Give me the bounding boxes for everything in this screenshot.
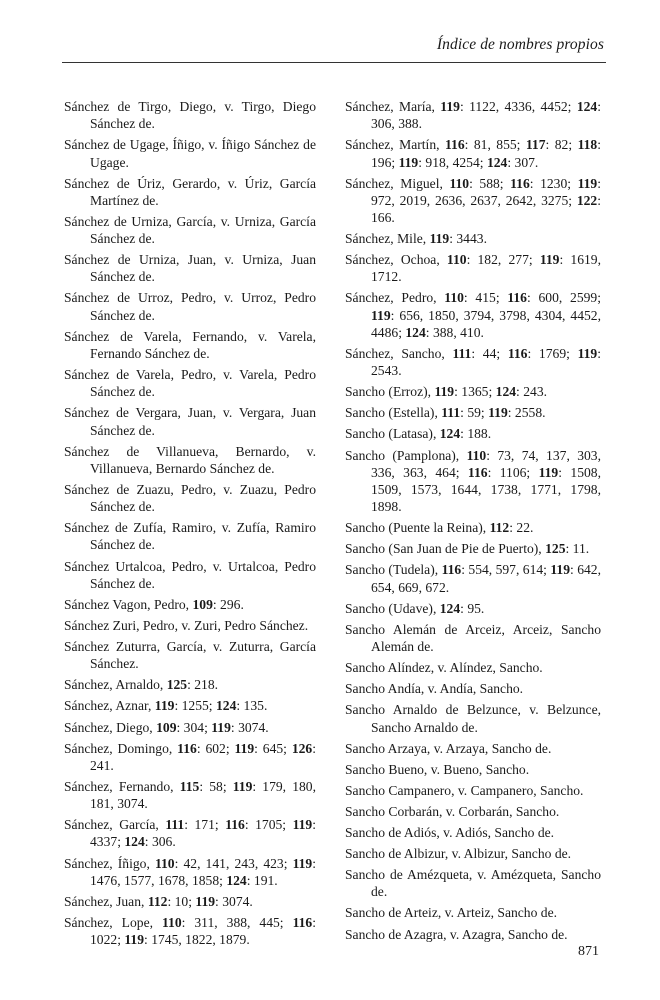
volume-number: 110: [446, 252, 467, 268]
index-entry: Sánchez de Villanueva, Bernardo, v. Villanueva, Bernardo Sánchez de.: [64, 443, 316, 476]
index-entry: Sancho Bueno, v. Bueno, Sancho.: [345, 761, 530, 777]
volume-number: 116: [292, 914, 313, 930]
index-entry: Sánchez, Lope, 110: 311, 388, 445; 116: 1022; 119: 1745, 1822, 1879.: [64, 914, 316, 948]
volume-number: 124: [215, 698, 237, 714]
volume-number: 110: [161, 914, 182, 930]
index-entry: Sánchez Urtalcoa, Pedro, v. Urtalcoa, Pedro Sánchez de.: [64, 558, 316, 591]
volume-number: 124: [439, 600, 461, 616]
volume-number: 117: [525, 137, 546, 153]
index-entry: Sancho Corbarán, v. Corbarán, Sancho.: [345, 803, 560, 819]
volume-number: 126: [291, 740, 313, 756]
volume-number: 109: [192, 596, 213, 612]
volume-number: 119: [434, 384, 455, 400]
volume-number: 116: [441, 562, 462, 578]
index-entry: Sánchez, Ochoa, 110: 182, 277; 119: 1619, 1712.: [345, 252, 601, 285]
volume-number: 112: [147, 893, 168, 909]
index-entry: Sancho Arnaldo de Belzunce, v. Belzunce, Sancho Arnaldo de.: [345, 702, 601, 735]
index-column-left: [64, 98, 316, 952]
volume-number: 119: [398, 154, 419, 170]
volume-number: 111: [452, 345, 472, 361]
index-entry: Sánchez, Íñigo, 110: 42, 141, 243, 423; 119: 1476, 1577, 1678, 1858; 124: 191.: [64, 855, 316, 888]
index-entry: Sánchez de Varela, Fernando, v. Varela, Fernando Sánchez de.: [64, 328, 316, 361]
volume-number: 111: [441, 405, 461, 421]
volume-number: 115: [179, 778, 200, 794]
index-entry: Sánchez de Urniza, García, v. Urniza, García Sánchez de.: [64, 213, 316, 247]
volume-number: 119: [577, 345, 598, 361]
volume-number: 110: [444, 290, 464, 306]
index-entry: Sánchez Zuturra, García, v. Zuturra, García Sánchez.: [64, 639, 316, 672]
volume-number: 125: [166, 677, 188, 693]
volume-number: 119: [488, 405, 508, 421]
volume-number: 124: [495, 384, 517, 400]
volume-number: 116: [225, 817, 245, 833]
index-entry: Sánchez, Mile, 119: 3443.: [345, 231, 487, 247]
volume-number: 119: [538, 464, 559, 480]
index-entry: Sánchez, Domingo, 116: 602; 119: 645; 126: 241.: [64, 740, 316, 773]
index-entry: Sancho (Estella), 111: 59; 119: 2558.: [345, 405, 546, 421]
index-entry: Sánchez Zuri, Pedro, v. Zuri, Pedro Sánchez.: [64, 617, 309, 633]
volume-number: 119: [429, 231, 450, 247]
volume-number: 119: [550, 562, 571, 578]
volume-number: 124: [486, 154, 508, 170]
index-entry: Sánchez de Úriz, Gerardo, v. Úriz, García Martínez de.: [64, 175, 316, 208]
volume-number: 111: [165, 817, 185, 833]
index-entry: Sánchez de Urniza, Juan, v. Urniza, Juan Sánchez de.: [64, 252, 316, 285]
index-entry: Sánchez, Fernando, 115: 58; 119: 179, 180, 181, 3074.: [64, 778, 316, 812]
index-entry: Sancho de Adiós, v. Adiós, Sancho de.: [345, 825, 555, 840]
volume-number: 112: [489, 520, 510, 536]
volume-number: 116: [507, 290, 527, 306]
volume-number: 116: [177, 740, 197, 756]
volume-number: 119: [124, 932, 145, 948]
index-entry: Sancho de Albizur, v. Albizur, Sancho de.: [345, 846, 572, 862]
index-entry: Sánchez, Juan, 112: 10; 119: 3074.: [64, 893, 253, 909]
index-entry: Sánchez Vagon, Pedro, 109: 296.: [64, 596, 244, 612]
header-rule: [62, 62, 606, 63]
index-entry: Sánchez, Sancho, 111: 44; 116: 1769; 119: 2543.: [345, 345, 601, 379]
volume-number: 124: [439, 426, 461, 442]
volume-number: 110: [449, 175, 470, 191]
index-entry: Sánchez, Diego, 109: 304; 119: 3074.: [64, 719, 269, 735]
index-entry: Sánchez de Vergara, Juan, v. Vergara, Juan Sánchez de.: [64, 405, 316, 438]
index-entry: Sancho (Pamplona), 110: 73, 74, 137, 303, 336, 363, 464; 116: 1106; 119: 1508, 1509, 1573, 1644, 1738, 1771, 1798, 1898.: [345, 447, 601, 515]
index-entry: Sánchez, Miguel, 110: 588; 116: 1230; 119: 972, 2019, 2636, 2637, 2642, 3275; 122: 166.: [345, 175, 601, 225]
volume-number: 119: [371, 307, 391, 323]
volume-number: 119: [292, 817, 313, 833]
volume-number: 119: [234, 740, 255, 756]
index-entry: Sancho de Amézqueta, v. Amézqueta, Sancho de.: [345, 867, 601, 900]
index-column-right: [345, 98, 601, 947]
volume-number: 110: [466, 447, 487, 463]
index-entry: Sancho de Azagra, v. Azagra, Sancho de.: [345, 926, 568, 942]
volume-number: 119: [440, 99, 460, 114]
index-entry: Sancho Arzaya, v. Arzaya, Sancho de.: [345, 740, 552, 756]
volume-number: 119: [211, 719, 231, 735]
index-entry: Sánchez de Zufía, Ramiro, v. Zufía, Ramiro Sánchez de.: [64, 520, 316, 553]
volume-number: 119: [577, 175, 598, 191]
index-entry: Sánchez, María, 119: 1122, 4336, 4452; 124: 306, 388.: [345, 99, 601, 132]
volume-number: 119: [195, 893, 216, 909]
index-entry: Sancho Alíndez, v. Alíndez, Sancho.: [345, 660, 543, 676]
volume-number: 116: [444, 137, 465, 153]
running-head-title: Índice de nombres propios: [436, 36, 604, 53]
index-entry: Sánchez, Arnaldo, 125: 218.: [64, 677, 219, 693]
page-number: 871: [578, 944, 599, 959]
index-entry: Sancho Campanero, v. Campanero, Sancho.: [345, 782, 584, 798]
volume-number: 124: [576, 99, 598, 114]
volume-number: 118: [577, 137, 598, 153]
volume-number: 124: [124, 834, 145, 850]
volume-number: 119: [292, 855, 313, 871]
volume-number: 116: [510, 175, 530, 191]
volume-number: 125: [545, 541, 566, 557]
index-entry: Sánchez de Varela, Pedro, v. Varela, Pedro Sánchez de.: [64, 367, 316, 400]
index-entry: Sánchez de Tirgo, Diego, v. Tirgo, Diego Sánchez de.: [64, 99, 316, 132]
volume-number: 110: [154, 855, 175, 871]
index-entry: Sánchez de Ugage, Íñigo, v. Íñigo Sánchez de Ugage.: [64, 137, 316, 170]
index-entry: Sancho (Udave), 124: 95.: [345, 600, 485, 616]
index-entry: Sánchez de Urroz, Pedro, v. Urroz, Pedro Sánchez de.: [64, 290, 316, 323]
volume-number: 122: [576, 192, 598, 208]
volume-number: 124: [405, 324, 426, 340]
volume-number: 116: [507, 345, 528, 361]
index-entry: Sancho (Erroz), 119: 1365; 124: 243.: [345, 384, 548, 400]
index-entry: Sancho (Tudela), 116: 554, 597, 614; 119: 642, 654, 669, 672.: [345, 562, 601, 595]
index-entry: Sánchez de Zuazu, Pedro, v. Zuazu, Pedro Sánchez de.: [64, 481, 316, 515]
volume-number: 109: [156, 719, 177, 735]
index-entry: Sánchez, Martín, 116: 81, 855; 117: 82; 118: 196; 119: 918, 4254; 124: 307.: [345, 137, 601, 170]
index-entry: Sánchez, García, 111: 171; 116: 1705; 119: 4337; 124: 306.: [64, 817, 317, 850]
index-entry: Sancho (San Juan de Pie de Puerto), 125: 11.: [345, 541, 590, 557]
volume-number: 124: [226, 872, 247, 888]
index-entry: Sancho Alemán de Arceiz, Arceiz, Sancho Alemán de.: [345, 621, 601, 655]
volume-number: 119: [539, 252, 560, 268]
index-entry: Sánchez, Pedro, 110: 415; 116: 600, 2599; 119: 656, 1850, 3794, 3798, 4304, 4452, 4486; 124: 388, 410.: [345, 290, 601, 340]
index-entry: Sancho Andía, v. Andía, Sancho.: [345, 681, 524, 697]
volume-number: 116: [467, 464, 488, 480]
volume-number: 119: [154, 698, 175, 714]
index-entry: Sánchez, Aznar, 119: 1255; 124: 135.: [64, 698, 268, 714]
index-entry: Sancho (Latasa), 124: 188.: [345, 426, 492, 442]
index-entry: Sancho (Puente la Reina), 112: 22.: [345, 520, 534, 536]
volume-number: 119: [232, 778, 253, 794]
index-entry: Sancho de Arteiz, v. Arteiz, Sancho de.: [345, 905, 558, 921]
